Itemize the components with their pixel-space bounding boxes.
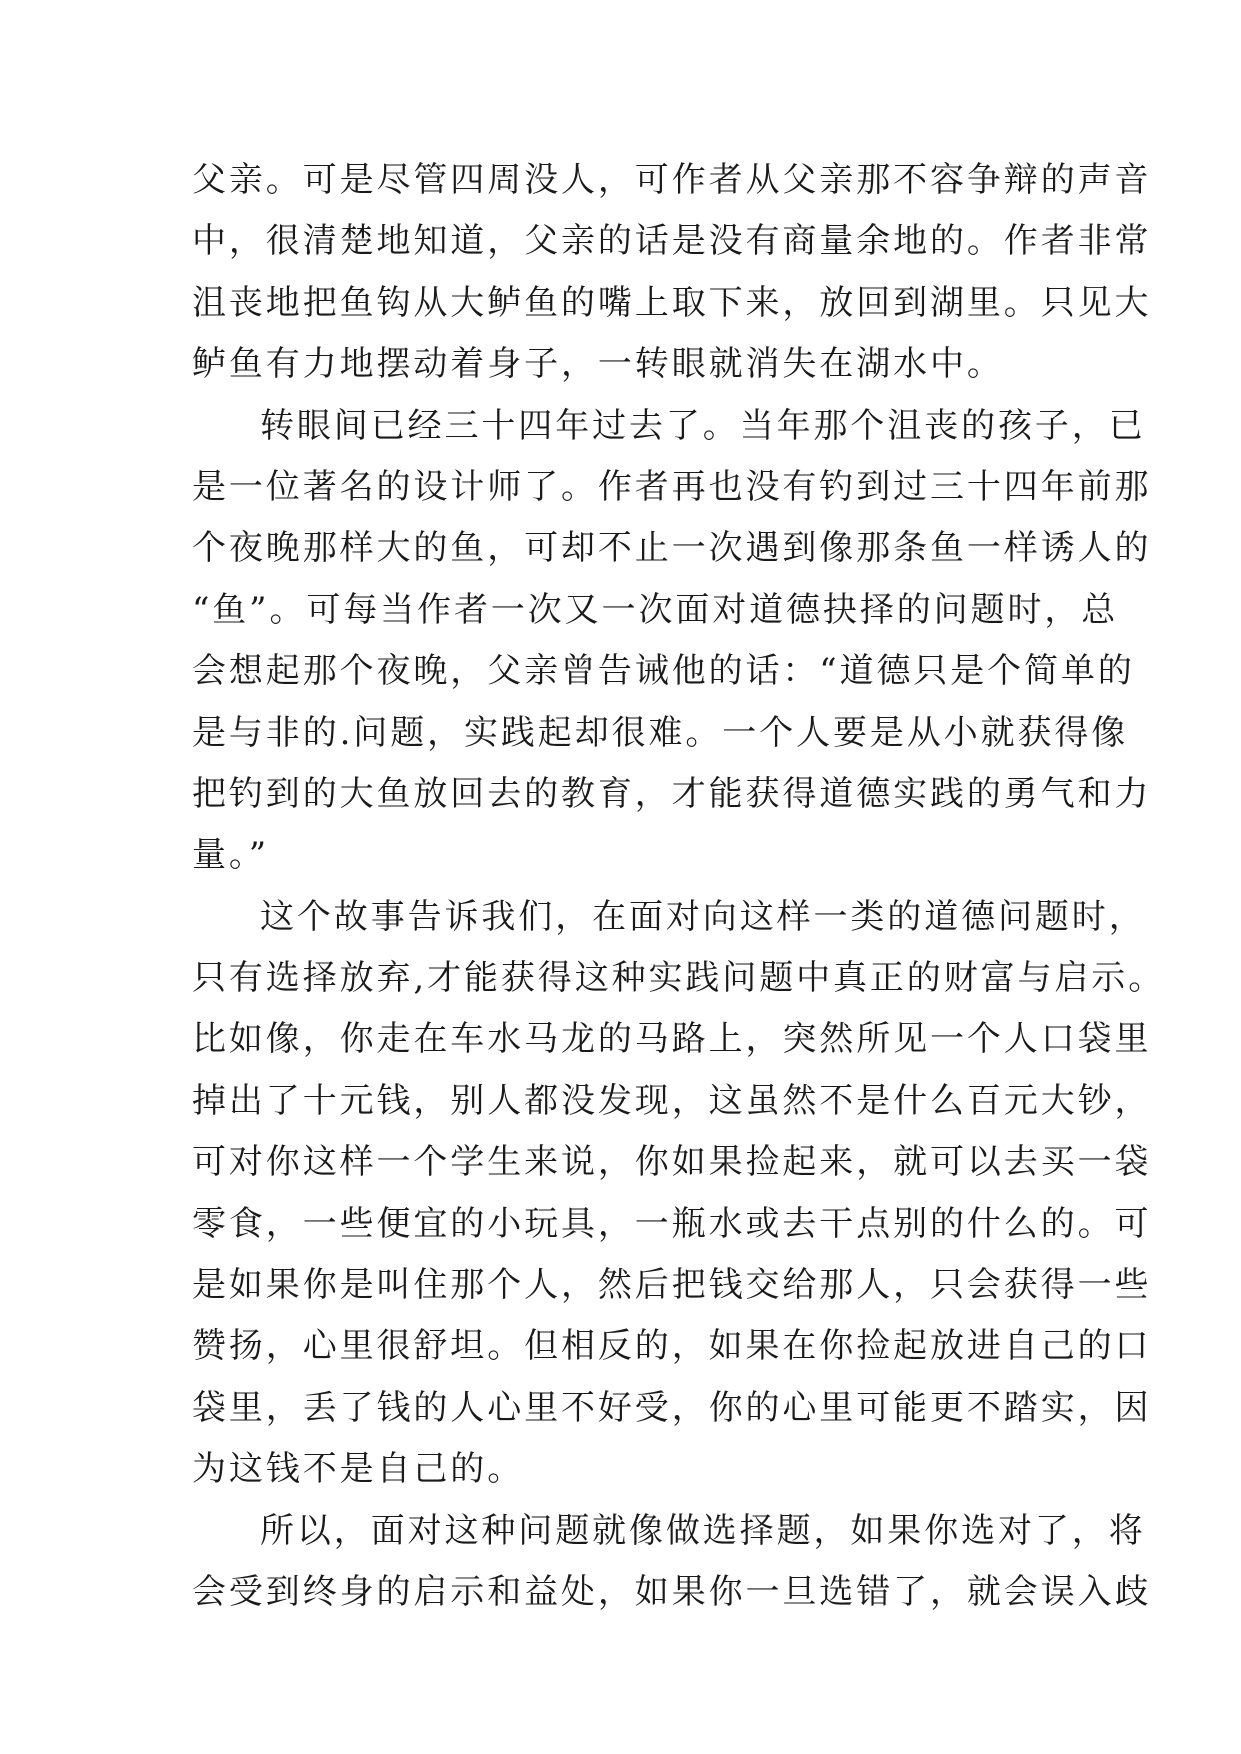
text-line: 量。” — [192, 835, 270, 876]
text-line: 会受到终身的启示和益处，如果你一旦选错了，就会误入歧 — [192, 1571, 1152, 1612]
text-line: 个夜晚那样大的鱼，可却不止一次遇到像那条鱼一样诱人的 — [192, 528, 1152, 569]
text-line: 掉出了十元钱，别人都没发现，这虽然不是什么百元大钞， — [192, 1080, 1152, 1121]
text-line: 中，很清楚地知道，父亲的话是没有商量余地的。作者非常 — [192, 221, 1152, 262]
text-line: 鲈鱼有力地摆动着身子，一转眼就消失在湖水中。 — [192, 344, 1004, 385]
text-line: 沮丧地把鱼钩从大鲈鱼的嘴上取下来，放回到湖里。只见大 — [192, 282, 1152, 323]
text-line: 零食，一些便宜的小玩具，一瓶水或去干点别的什么的。可 — [192, 1203, 1152, 1244]
text-line: 是与非的.问题，实践起却很难。一个人要是从小就获得像 — [192, 712, 1129, 753]
text-line: 会想起那个夜晚，父亲曾告诫他的话：“道德只是个简单的 — [192, 651, 1135, 692]
paragraph-2 — [192, 396, 1152, 887]
text-line: 父亲。可是尽管四周没人，可作者从父亲那不容争辩的声音 — [192, 160, 1152, 200]
text-line: 比如像，你走在车水马龙的马路上，突然所见一个人口袋里 — [192, 1019, 1152, 1060]
text-line: 可对你这样一个学生来说，你如果捡起来，就可以去买一袋 — [192, 1142, 1152, 1183]
text-line: 为这钱不是自己的。 — [192, 1449, 525, 1490]
paragraph-1 — [192, 150, 1152, 396]
text-line: 是如果你是叫住那个人，然后把钱交给那人，只会获得一些 — [192, 1265, 1152, 1306]
text-line: 赞扬，心里很舒坦。但相反的，如果在你捡起放进自己的口 — [192, 1326, 1152, 1367]
text-line: 所以，面对这种问题就像做选择题，如果你选对了，将 — [260, 1510, 1146, 1551]
paragraph-4 — [192, 1501, 1152, 1624]
text-line: 只有选择放弃,才能获得这种实践问题中真正的财富与启示。 — [192, 958, 1166, 999]
text-line: 转眼间已经三十四年过去了。当年那个沮丧的孩子，已 — [260, 405, 1146, 446]
text-line: 把钓到的大鱼放回去的教育，才能获得道德实践的勇气和力 — [192, 773, 1152, 814]
text-line: 这个故事告诉我们，在面对向这样一类的道德问题时， — [260, 896, 1146, 937]
body-text — [192, 150, 1166, 1623]
paragraph-3 — [192, 887, 1166, 1501]
text-line: 是一位著名的设计师了。作者再也没有钓到过三十四年前那 — [192, 466, 1152, 507]
text-line: 袋里，丢了钱的人心里不好受，你的心里可能更不踏实，因 — [192, 1387, 1152, 1428]
text-line: “鱼”。可每当作者一次又一次面对道德抉择的问题时，总 — [192, 589, 1119, 630]
